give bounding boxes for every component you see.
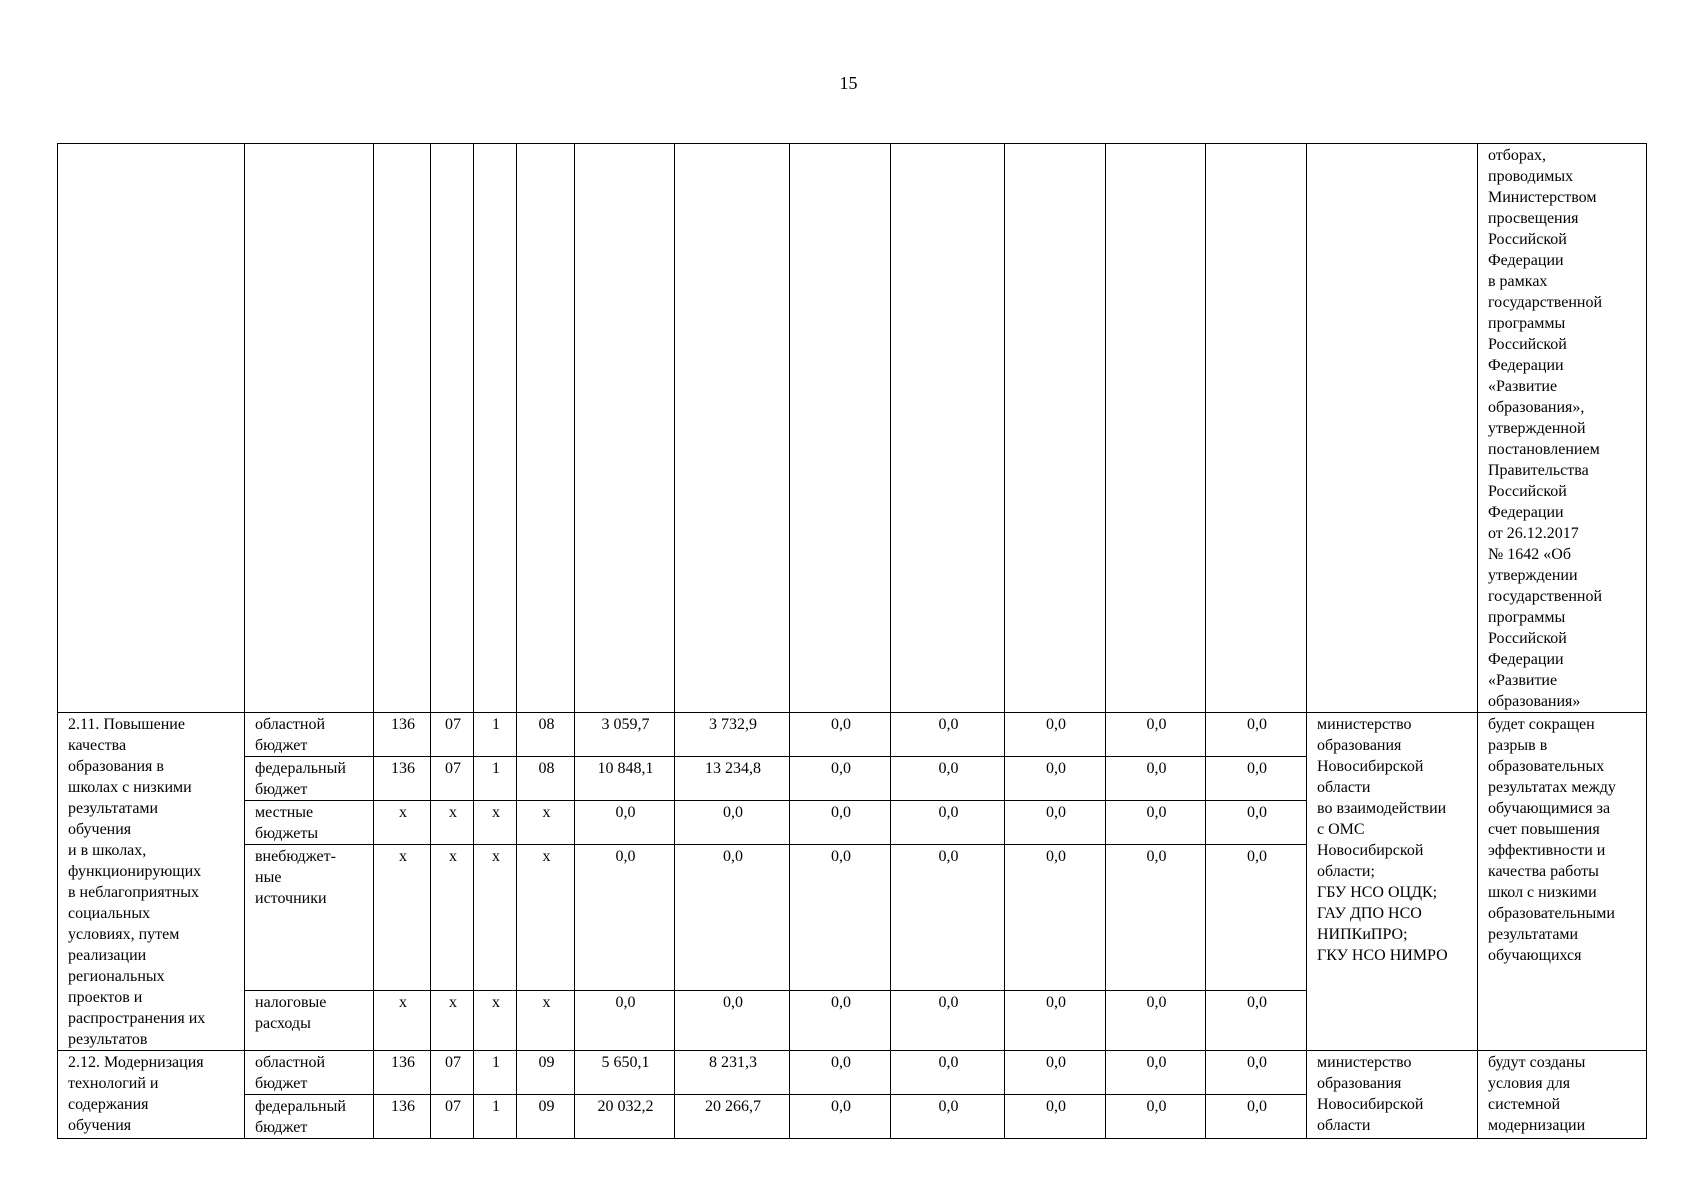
budget-code-subprogram: 08 [517,713,575,757]
amount-cell: 0,0 [1106,801,1206,845]
budget-code-subprogram: х [517,801,575,845]
expected-result-continuation: отборах, проводимых Министерством просвещения Российской Федерации в рамках государственной программы Российской Федерации «Развитие образования», утвержденной постановлением Правительства Российской Федерации от 26.12.2017 № 1642 «Об утверждении государственной программы Российской Федерации «Развитие образования» [1478,144,1647,713]
budget-code-grbs: 136 [374,713,431,757]
executor-cell: министерство образования Новосибирской области во взаимодействии с ОМС Новосибирской области; ГБУ НСО ОЦДК; ГАУ ДПО НСО НИПКиПРО; ГКУ НСО НИМРО [1307,713,1478,1051]
amount-cell: 0,0 [1206,1095,1307,1139]
budget-code-section: х [431,801,474,845]
program-activities-table [57,143,1647,1139]
amount-cell: 13 234,8 [675,757,790,801]
budget-code-section: 07 [431,1051,474,1095]
amount-cell: 0,0 [1005,1095,1106,1139]
amount-cell: 0,0 [1005,757,1106,801]
amount-cell: 0,0 [575,991,675,1051]
amount-cell: 3 732,9 [675,713,790,757]
cell-empty [431,144,474,713]
cell-empty [245,144,374,713]
budget-code-grbs: х [374,845,431,991]
amount-cell: 0,0 [1106,1095,1206,1139]
budget-code-subprogram: 09 [517,1095,575,1139]
amount-cell: 0,0 [790,757,891,801]
amount-cell: 8 231,3 [675,1051,790,1095]
amount-cell: 0,0 [891,757,1005,801]
amount-cell: 0,0 [790,1095,891,1139]
amount-cell: 0,0 [891,801,1005,845]
table-row [58,713,1647,757]
cell-empty [1307,144,1478,713]
budget-code-subprogram: 08 [517,757,575,801]
budget-code-grbs: х [374,801,431,845]
budget-code-section: 07 [431,1095,474,1139]
amount-cell: 0,0 [1005,713,1106,757]
cell-empty [374,144,431,713]
budget-code-section: 07 [431,757,474,801]
amount-cell: 0,0 [790,1051,891,1095]
budget-code-program: 1 [474,1051,517,1095]
continuation-row [58,144,1647,713]
cell-empty [517,144,575,713]
amount-cell: 0,0 [1206,801,1307,845]
amount-cell: 0,0 [1206,1051,1307,1095]
amount-cell: 0,0 [891,713,1005,757]
funding-source: областной бюджет [245,713,374,757]
budget-code-program: 1 [474,1095,517,1139]
amount-cell: 0,0 [790,845,891,991]
amount-cell: 0,0 [1106,1051,1206,1095]
amount-cell: 0,0 [575,845,675,991]
amount-cell: 0,0 [891,1051,1005,1095]
cell-empty [1005,144,1106,713]
amount-cell: 0,0 [1106,845,1206,991]
amount-cell: 0,0 [1206,991,1307,1051]
cell-empty [1206,144,1307,713]
funding-source: федеральный бюджет [245,757,374,801]
amount-cell: 0,0 [1206,845,1307,991]
amount-cell: 5 650,1 [575,1051,675,1095]
budget-code-section: х [431,845,474,991]
amount-cell: 3 059,7 [575,713,675,757]
funding-source: областной бюджет [245,1051,374,1095]
cell-empty [891,144,1005,713]
budget-code-section: 07 [431,713,474,757]
amount-cell: 0,0 [675,991,790,1051]
executor-cell: министерство образования Новосибирской области [1307,1051,1478,1139]
amount-cell: 10 848,1 [575,757,675,801]
funding-source: федеральный бюджет [245,1095,374,1139]
cell-empty [575,144,675,713]
amount-cell: 0,0 [1206,713,1307,757]
budget-code-subprogram: х [517,845,575,991]
budget-code-program: х [474,801,517,845]
amount-cell: 0,0 [790,713,891,757]
budget-code-grbs: х [374,991,431,1051]
amount-cell: 0,0 [790,801,891,845]
budget-code-section: х [431,991,474,1051]
amount-cell: 0,0 [1106,757,1206,801]
budget-code-program: х [474,845,517,991]
activity-title: 2.12. Модернизация технологий и содержания обучения [58,1051,245,1139]
amount-cell: 0,0 [675,801,790,845]
amount-cell: 0,0 [675,845,790,991]
amount-cell: 0,0 [891,845,1005,991]
budget-code-grbs: 136 [374,1095,431,1139]
budget-code-program: 1 [474,713,517,757]
amount-cell: 0,0 [790,991,891,1051]
budget-code-grbs: 136 [374,1051,431,1095]
amount-cell: 0,0 [1005,991,1106,1051]
amount-cell: 0,0 [1106,991,1206,1051]
amount-cell: 20 032,2 [575,1095,675,1139]
cell-empty [675,144,790,713]
funding-source: налоговые расходы [245,991,374,1051]
amount-cell: 0,0 [1106,713,1206,757]
funding-source: местные бюджеты [245,801,374,845]
cell-empty [58,144,245,713]
funding-source: внебюджет- ные источники [245,845,374,991]
amount-cell: 20 266,7 [675,1095,790,1139]
cell-empty [790,144,891,713]
amount-cell: 0,0 [891,991,1005,1051]
budget-code-subprogram: 09 [517,1051,575,1095]
amount-cell: 0,0 [1005,1051,1106,1095]
budget-code-program: х [474,991,517,1051]
expected-result-cell: будет сокращен разрыв в образовательных результатах между обучающимися за счет повышения эффективности и качества работы школ с низкими образовательными результатами обучающихся [1478,713,1647,1051]
page-number: 15 [839,73,858,93]
cell-empty [474,144,517,713]
amount-cell: 0,0 [1005,801,1106,845]
budget-code-grbs: 136 [374,757,431,801]
amount-cell: 0,0 [575,801,675,845]
amount-cell: 0,0 [1005,845,1106,991]
budget-code-program: 1 [474,757,517,801]
expected-result-cell: будут созданы условия для системной модернизации [1478,1051,1647,1139]
amount-cell: 0,0 [891,1095,1005,1139]
amount-cell: 0,0 [1206,757,1307,801]
activity-title: 2.11. Повышение качества образования в школах с низкими результатами обучения и в школах, функционирующих в неблагоприятных социальных условиях, путем реализации региональных проектов и распространения их результатов [58,713,245,1051]
budget-code-subprogram: х [517,991,575,1051]
cell-empty [1106,144,1206,713]
table-row [58,1051,1647,1095]
